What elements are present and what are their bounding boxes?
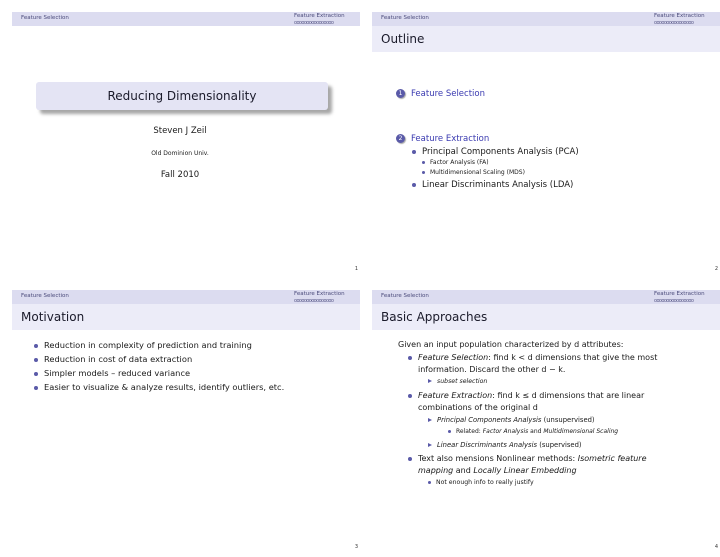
list-item: Feature Selection: find k < d dimensions that give the most xyxy=(408,353,657,362)
sub-item: subset selection xyxy=(428,378,487,385)
nav-bar xyxy=(372,12,720,26)
bullet-icon xyxy=(34,358,38,362)
nav-dots[interactable]: oooooooooooooooo xyxy=(294,298,334,304)
outline-item-mds[interactable]: Multidimensional Scaling (MDS) xyxy=(422,169,525,176)
nav-section-right[interactable]: Feature Extraction oooooooooooooooo xyxy=(294,13,360,26)
bullet-icon xyxy=(408,457,412,461)
nav-section-left[interactable]: Feature Selection xyxy=(21,15,69,21)
list-item: Reduction in cost of data extraction xyxy=(34,354,192,364)
bullet-icon xyxy=(34,344,38,348)
title-box: Reducing Dimensionality xyxy=(36,82,328,110)
date: Fall 2010 xyxy=(160,170,200,180)
bullet-icon xyxy=(34,386,38,390)
list-item: Text also mensions Nonlinear methods: Isometric feature xyxy=(408,454,647,463)
bullet-icon xyxy=(408,356,412,360)
slide-title-bar xyxy=(372,304,720,330)
slide-title-bar xyxy=(12,304,360,330)
page-number: 3 xyxy=(354,544,358,550)
institute: Old Dominion Univ. xyxy=(151,150,209,157)
nav-section-left[interactable]: Feature Selection xyxy=(381,293,429,299)
slide-title: Motivation xyxy=(21,310,85,324)
nav-section-right[interactable]: Feature Extraction oooooooooooooooo xyxy=(654,13,720,26)
nav-section-right[interactable]: Feature Extraction oooooooooooooooo xyxy=(654,291,720,304)
triangle-bullet-icon xyxy=(428,379,432,383)
bullet-icon xyxy=(428,481,431,484)
author: Steven J Zeil xyxy=(153,126,207,136)
slide-title-bar xyxy=(372,26,720,52)
bullet-icon xyxy=(408,394,412,398)
list-item: Easier to visualize & analyze results, identify outliers, etc. xyxy=(34,382,284,392)
list-item-continued: information. Discard the other d − k. xyxy=(418,365,566,374)
nav-bar xyxy=(12,290,360,304)
outline-section-1[interactable]: 1 Feature Selection xyxy=(396,89,485,99)
nav-section-right[interactable]: Feature Extraction oooooooooooooooo xyxy=(294,291,360,304)
slide-motivation xyxy=(12,290,360,556)
intro-text: Given an input population characterized by d attributes: xyxy=(398,340,624,349)
nav-bar xyxy=(12,12,360,26)
sub-sub-item: Related: Factor Analysis and Multidimensional Scaling xyxy=(448,428,618,435)
slide-basic-approaches xyxy=(372,290,720,556)
bullet-icon xyxy=(34,372,38,376)
list-item: Reduction in complexity of prediction and training xyxy=(34,340,252,350)
list-item: Simpler models – reduced variance xyxy=(34,368,190,378)
outline-item-lda[interactable]: Linear Discriminants Analysis (LDA) xyxy=(412,180,573,190)
nav-section-left[interactable]: Feature Selection xyxy=(21,293,69,299)
slide-title: Basic Approaches xyxy=(381,310,488,324)
page-number: 1 xyxy=(354,266,358,272)
list-item: Feature Extraction: find k ≤ d dimensions that are linear xyxy=(408,391,644,400)
nav-section-left[interactable]: Feature Selection xyxy=(381,15,429,21)
section-number-icon: 1 xyxy=(396,89,405,98)
bullet-icon xyxy=(422,161,425,164)
list-item-continued: combinations of the original d xyxy=(418,403,538,412)
list-item-continued: mapping and Locally Linear Embedding xyxy=(418,466,577,475)
bullet-icon xyxy=(412,183,416,187)
nav-bar xyxy=(372,290,720,304)
bullet-icon xyxy=(412,150,416,154)
outline-section-2[interactable]: 2 Feature Extraction xyxy=(396,134,489,144)
triangle-bullet-icon xyxy=(428,418,432,422)
section-number-icon: 2 xyxy=(396,134,405,143)
sub-item: Not enough info to really justify xyxy=(428,479,534,486)
slide-title: Outline xyxy=(381,32,425,46)
page-number: 4 xyxy=(714,544,718,550)
nav-dots[interactable]: oooooooooooooooo xyxy=(654,298,694,304)
outline-item-fa[interactable]: Factor Analysis (FA) xyxy=(422,159,489,166)
nav-dots[interactable]: oooooooooooooooo xyxy=(654,20,694,26)
triangle-bullet-icon xyxy=(428,443,432,447)
sub-item: Linear Discriminants Analysis (supervised) xyxy=(428,441,582,449)
nav-dots[interactable]: oooooooooooooooo xyxy=(294,20,334,26)
sub-item: Principal Components Analysis (unsupervised) xyxy=(428,416,595,424)
page-number: 2 xyxy=(714,266,718,272)
slide-outline xyxy=(372,12,720,278)
bullet-icon xyxy=(422,171,425,174)
outline-item-pca[interactable]: Principal Components Analysis (PCA) xyxy=(412,147,579,157)
bullet-icon xyxy=(448,430,451,433)
slide-title xyxy=(12,12,360,278)
